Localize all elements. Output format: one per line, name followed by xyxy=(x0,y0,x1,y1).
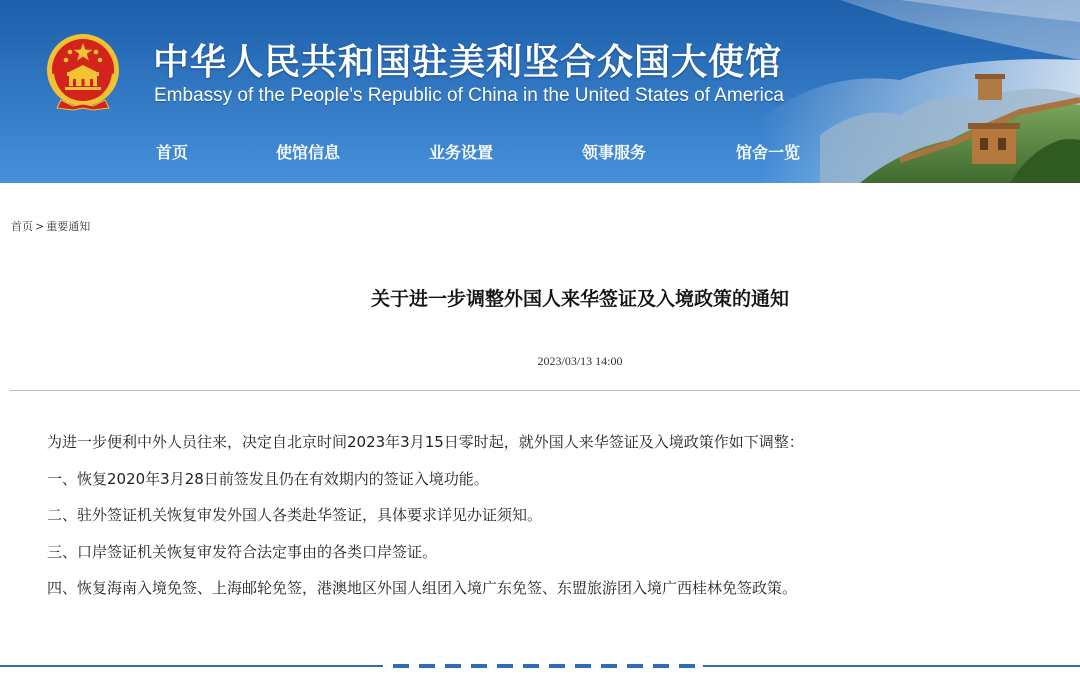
article-paragraph: 三、口岸签证机关恢复审发符合法定事由的各类口岸签证。 xyxy=(47,542,438,561)
article-body xyxy=(47,430,1077,613)
article-title: 关于进一步调整外国人来华签证及入境政策的通知 xyxy=(370,288,789,310)
article-paragraph: 一、恢复2020年3月28日前签发且仍在有效期内的签证入境功能。 xyxy=(47,469,489,488)
article-paragraph: 四、恢复海南入境免签、上海邮轮免签，港澳地区外国人组团入境广东免签、东盟旅游团入境广西桂林免签政策。 xyxy=(47,579,798,597)
nav-item-departments[interactable]: 业务设置 xyxy=(429,143,494,162)
nav-item-embassy-info[interactable]: 使馆信息 xyxy=(276,143,341,162)
title-divider xyxy=(10,390,1080,391)
nav-item-consular-services[interactable]: 领事服务 xyxy=(582,143,647,162)
nav-item-home[interactable]: 首页 xyxy=(156,143,189,162)
article-paragraph: 二、驻外签证机关恢复审发外国人各类赴华签证，具体要求详见办证须知。 xyxy=(47,506,543,524)
breadcrumb-home-link[interactable]: 首页 xyxy=(11,220,33,233)
breadcrumb xyxy=(11,218,90,234)
national-emblem-icon xyxy=(43,30,123,112)
nav-item-premises[interactable]: 馆舍一览 xyxy=(736,143,801,162)
article-paragraph: 为进一步便利中外人员往来，决定自北京时间2023年3月15日零时起，就外国人来华签证及入境政策作如下调整： xyxy=(47,433,804,451)
breadcrumb-separator: > xyxy=(35,220,45,233)
main-navigation xyxy=(0,140,900,166)
site-title-chinese: 中华人民共和国驻美利坚合众国大使馆 xyxy=(153,42,783,83)
site-title-english: Embassy of the People's Republic of China in the United States of America xyxy=(154,85,784,106)
article-date: 2023/03/13 14:00 xyxy=(537,354,623,368)
footer-dash-decoration xyxy=(383,663,703,669)
breadcrumb-current[interactable]: 重要通知 xyxy=(46,220,91,233)
site-header xyxy=(0,0,1080,183)
